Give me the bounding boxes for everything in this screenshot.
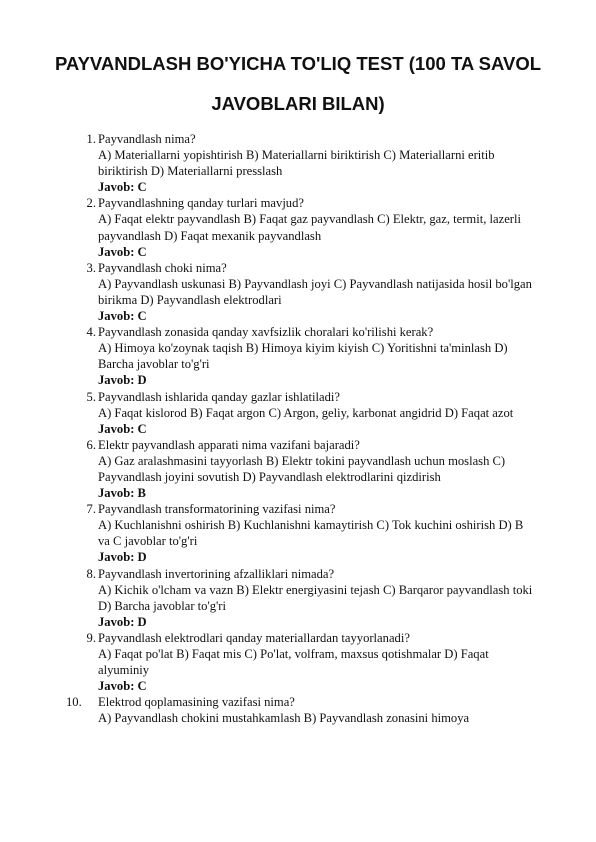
question-number: 7.	[86, 502, 96, 517]
question-number: 10.	[66, 695, 82, 710]
question-options: A) Faqat po'lat B) Faqat mis C) Po'lat, volfram, maxsus qotishmalar D) Faqat alyuminiy	[98, 647, 489, 678]
question-text: Payvandlash invertorining afzalliklari nimada?	[98, 566, 335, 581]
question-answer: Javob: C	[98, 421, 147, 436]
question-number: 5.	[86, 389, 96, 404]
question-answer: Javob: B	[98, 486, 146, 501]
question-number: 3.	[86, 260, 96, 275]
question-options: A) Kichik o'lcham va vazn B) Elektr energiyasini tejash C) Barqaror payvandlash toki D) Barcha javoblar to'g'ri	[98, 582, 533, 613]
question-answer: Javob: C	[98, 679, 147, 694]
question-options: A) Faqat kislorod B) Faqat argon C) Argon, geliy, karbonat angidrid D) Faqat azot	[98, 405, 514, 420]
question-answer: Javob: C	[98, 180, 147, 195]
question-text: Payvandlash zonasida qanday xavfsizlik choralari ko'rilishi kerak?	[98, 325, 434, 340]
question-answer: Javob: C	[98, 244, 147, 259]
question-options: A) Himoya ko'zoynak taqish B) Himoya kiyim kiyish C) Yoritishni ta'minlash D) Barcha javoblar to'g'ri	[98, 341, 508, 372]
question-item	[0, 501, 596, 565]
question-number: 8.	[86, 566, 96, 581]
question-item	[0, 437, 596, 501]
question-options: A) Payvandlash chokini mustahkamlash B) Payvandlash zonasini himoya	[98, 711, 470, 726]
question-item	[0, 694, 596, 726]
question-number: 6.	[86, 437, 96, 452]
question-text: Elektr payvandlash apparati nima vazifani bajaradi?	[98, 437, 360, 452]
question-number: 1.	[86, 132, 96, 146]
question-text: Payvandlash nima?	[98, 132, 196, 146]
question-answer: Javob: C	[98, 309, 147, 324]
question-item	[0, 195, 596, 259]
question-item	[0, 630, 596, 694]
question-list	[0, 131, 596, 726]
question-number: 9.	[86, 630, 96, 645]
question-number: 2.	[86, 196, 96, 211]
question-item	[0, 131, 596, 195]
question-item	[0, 260, 596, 324]
question-answer: Javob: D	[98, 550, 147, 565]
question-item	[0, 566, 596, 630]
question-answer: Javob: D	[98, 614, 147, 629]
question-options: A) Gaz aralashmasini tayyorlash B) Elektr tokini payvandlash uchun moslash C) Payvandlash joyini sovutish D) Payvandlash elektrodlarini qizdirish	[98, 453, 506, 484]
question-options: A) Kuchlanishni oshirish B) Kuchlanishni kamaytirish C) Tok kuchini oshirish D) B va C javoblar to'g'ri	[98, 518, 524, 549]
question-number: 4.	[86, 325, 96, 340]
question-text: Payvandlash choki nima?	[98, 260, 227, 275]
question-text: Elektrod qoplamasining vazifasi nima?	[98, 695, 295, 710]
question-text: Payvandlash transformatorining vazifasi nima?	[98, 502, 336, 517]
question-item	[0, 389, 596, 437]
question-text: Payvandlash ishlarida qanday gazlar ishlatiladi?	[98, 389, 340, 404]
document-title: PAYVANDLASH BO'YICHA TO'LIQ TEST (100 TA SAVOL JAVOBLARI BILAN)	[54, 53, 542, 114]
question-text: Payvandlashning qanday turlari mavjud?	[98, 196, 304, 211]
question-item	[0, 324, 596, 388]
question-answer: Javob: D	[98, 373, 147, 388]
question-options: A) Payvandlash uskunasi B) Payvandlash joyi C) Payvandlash natijasida hosil bo'lgan birikma D) Payvandlash elektrodlari	[98, 276, 532, 307]
question-text: Payvandlash elektrodlari qanday materiallardan tayyorlanadi?	[98, 630, 410, 645]
question-options: A) Faqat elektr payvandlash B) Faqat gaz payvandlash C) Elektr, gaz, termit, lazerli payvandlash D) Faqat mexanik payvandlash	[98, 212, 521, 243]
question-options: A) Materiallarni yopishtirish B) Materiallarni biriktirish C) Materiallarni eritib biriktirish D) Materiallarni presslash	[98, 148, 495, 179]
